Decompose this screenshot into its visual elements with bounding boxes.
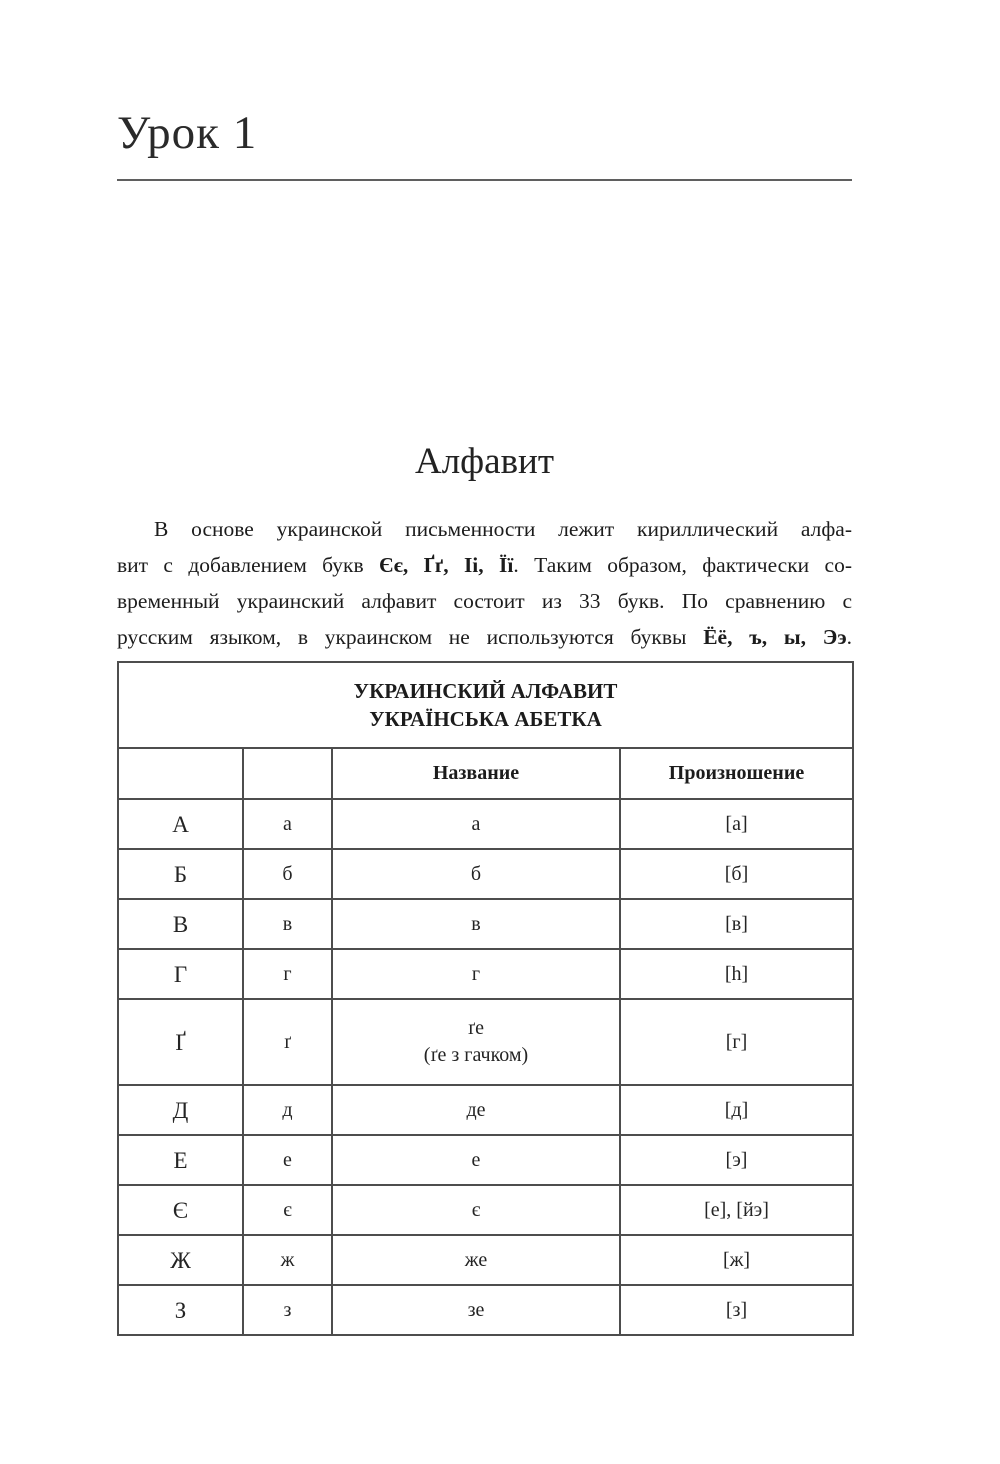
lowercase-letter-cell: з <box>243 1285 332 1335</box>
column-header-uppercase <box>118 748 243 799</box>
pronunciation-cell: [б] <box>620 849 853 899</box>
letter-name-cell: де <box>332 1085 620 1135</box>
alphabet-row <box>118 899 853 949</box>
letter-name-cell: зе <box>332 1285 620 1335</box>
letter-name-cell: б <box>332 849 620 899</box>
uppercase-letter-cell: Б <box>118 849 243 899</box>
lowercase-letter-cell: г <box>243 949 332 999</box>
letter-name-cell: же <box>332 1235 620 1285</box>
column-header-pronunciation: Произношение <box>620 748 853 799</box>
letter-name-cell: г <box>332 949 620 999</box>
pronunciation-cell: [а] <box>620 799 853 849</box>
alphabet-row <box>118 799 853 849</box>
table-header-row <box>118 748 853 799</box>
pronunciation-cell: [в] <box>620 899 853 949</box>
uppercase-letter-cell: В <box>118 899 243 949</box>
lowercase-letter-cell: а <box>243 799 332 849</box>
uppercase-letter-cell: Ж <box>118 1235 243 1285</box>
table-title-line-uk: УКРАЇНСЬКА АБЕТКА <box>369 707 602 731</box>
paragraph-text: . <box>846 625 852 649</box>
section-title: Алфавит <box>414 441 555 482</box>
paragraph-line <box>117 583 852 619</box>
paragraph-line <box>117 547 852 583</box>
pronunciation-cell: [е], [йэ] <box>620 1185 853 1235</box>
alphabet-table <box>117 661 854 1336</box>
uppercase-letter-cell: Г <box>118 949 243 999</box>
alphabet-row <box>118 1285 853 1335</box>
uppercase-letter-cell: Ґ <box>118 999 243 1085</box>
paragraph-text: В основе украинской письменности лежит кириллический алфа- <box>154 517 852 541</box>
alphabet-row <box>118 1185 853 1235</box>
pronunciation-cell: [з] <box>620 1285 853 1335</box>
intro-paragraph <box>117 511 852 655</box>
letter-name-cell: ґе (ґе з гачком) <box>332 999 620 1085</box>
alphabet-row <box>118 949 853 999</box>
heading-rule <box>117 179 852 181</box>
column-header-lowercase <box>243 748 332 799</box>
lowercase-letter-cell: ґ <box>243 999 332 1085</box>
pronunciation-cell: [г] <box>620 999 853 1085</box>
alphabet-row <box>118 1085 853 1135</box>
letter-name-cell: е <box>332 1135 620 1185</box>
table-title-row <box>118 662 853 748</box>
paragraph-text: . Таким образом, фактически со- <box>513 553 852 577</box>
uppercase-letter-cell: А <box>118 799 243 849</box>
lowercase-letter-cell: д <box>243 1085 332 1135</box>
letter-name-cell: а <box>332 799 620 849</box>
uppercase-letter-cell: З <box>118 1285 243 1335</box>
uppercase-letter-cell: Є <box>118 1185 243 1235</box>
alphabet-row <box>118 999 853 1085</box>
lowercase-letter-cell: ж <box>243 1235 332 1285</box>
pronunciation-cell: [д] <box>620 1085 853 1135</box>
highlighted-letters: Ёё, ъ, ы, Ээ <box>703 625 847 649</box>
column-header-name: Название <box>332 748 620 799</box>
table-title <box>118 662 853 748</box>
lowercase-letter-cell: в <box>243 899 332 949</box>
letter-name-cell: в <box>332 899 620 949</box>
pronunciation-cell: [э] <box>620 1135 853 1185</box>
lowercase-letter-cell: є <box>243 1185 332 1235</box>
paragraph-text: временный украинский алфавит состоит из 33 букв. По сравнению с <box>117 589 852 613</box>
pronunciation-cell: [ж] <box>620 1235 853 1285</box>
highlighted-letters: Єє, Ґґ, Іі, Її <box>379 553 514 577</box>
paragraph-line <box>117 619 852 655</box>
table-title-line-ru: УКРАИНСКИЙ АЛФАВИТ <box>353 679 618 703</box>
letter-name-cell: є <box>332 1185 620 1235</box>
lesson-heading: Урок 1 <box>117 107 258 159</box>
lowercase-letter-cell: е <box>243 1135 332 1185</box>
alphabet-row <box>118 1135 853 1185</box>
pronunciation-cell: [h] <box>620 949 853 999</box>
uppercase-letter-cell: Д <box>118 1085 243 1135</box>
paragraph-text: русским языком, в украинском не используются буквы <box>117 625 704 649</box>
alphabet-row <box>118 1235 853 1285</box>
uppercase-letter-cell: Е <box>118 1135 243 1185</box>
paragraph-line <box>117 511 852 547</box>
alphabet-row <box>118 849 853 899</box>
lowercase-letter-cell: б <box>243 849 332 899</box>
paragraph-text: вит с добавлением букв <box>117 553 380 577</box>
